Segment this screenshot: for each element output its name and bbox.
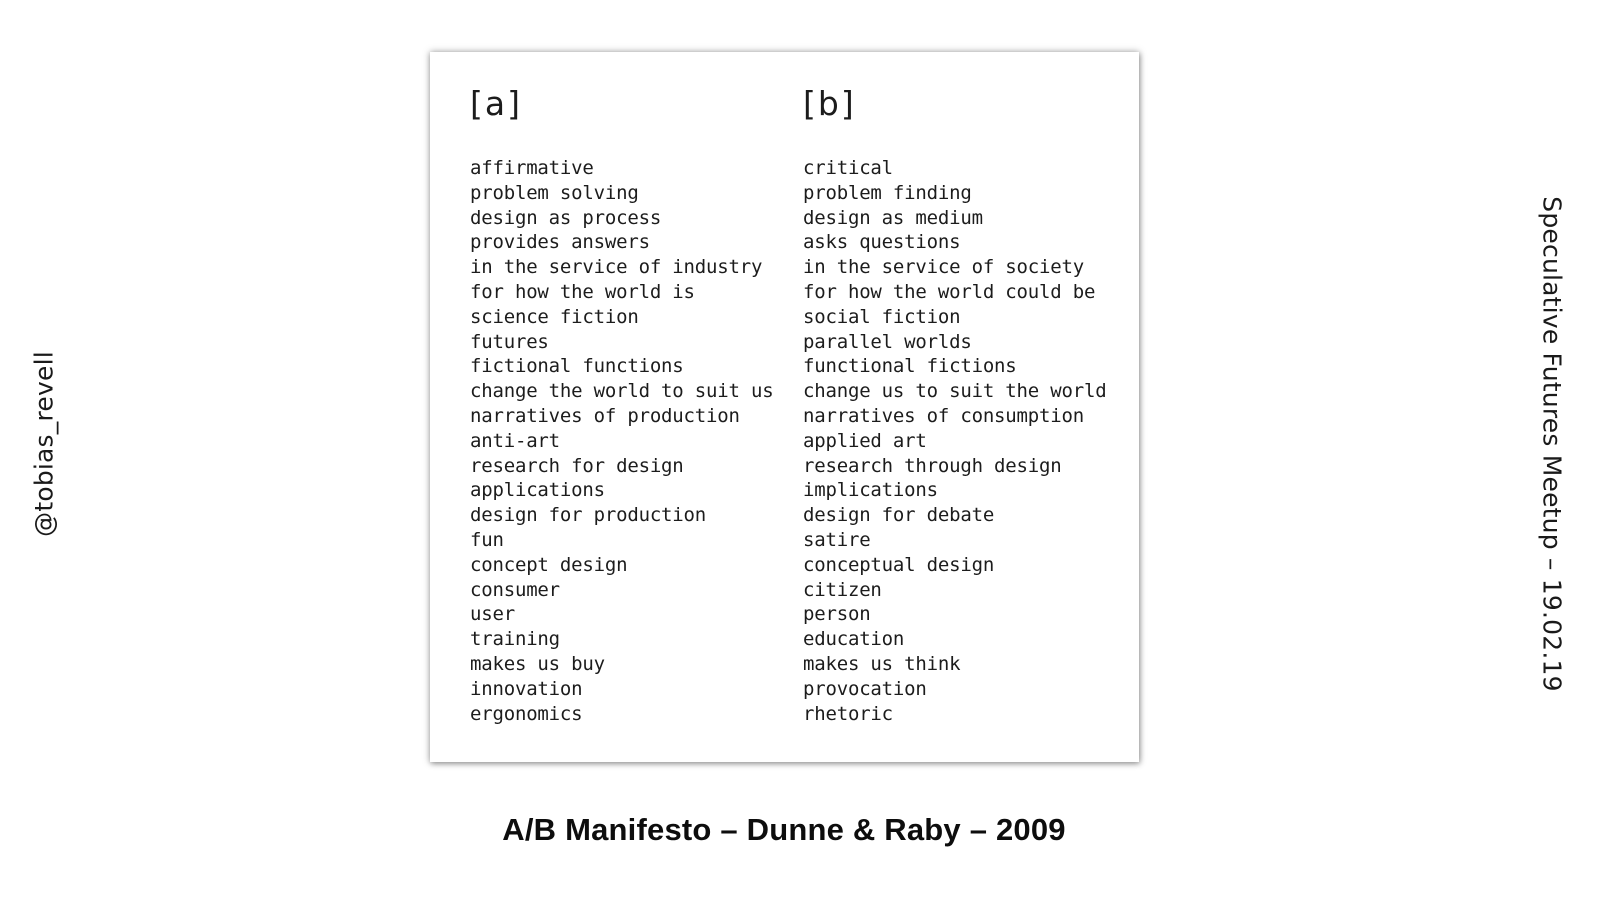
column-a-item: consumer xyxy=(470,578,560,601)
manifesto-card xyxy=(430,52,1139,762)
column-b-item: parallel worlds xyxy=(803,330,972,353)
column-b-item: social fiction xyxy=(803,305,961,328)
column-b-item: research through design xyxy=(803,454,1062,477)
column-a-list xyxy=(470,156,773,726)
column-b-item: asks questions xyxy=(803,231,961,254)
column-b-item: change us to suit the world xyxy=(803,380,1107,403)
column-a-item: concept design xyxy=(470,553,628,576)
column-a-item: design as process xyxy=(470,206,662,229)
column-b-item: critical xyxy=(803,157,893,179)
column-a-item: fun xyxy=(470,528,504,551)
column-b-list xyxy=(803,156,1106,726)
column-a-item: affirmative xyxy=(470,157,594,179)
column-a-item: change the world to suit us xyxy=(470,380,774,403)
column-a-item: problem solving xyxy=(470,181,639,204)
column-b-item: satire xyxy=(803,528,871,551)
column-b-item: for how the world could be xyxy=(803,280,1096,303)
event-label: Speculative Futures Meetup – 19.02.19 xyxy=(1537,196,1567,692)
column-b xyxy=(803,82,1106,726)
column-a-item: training xyxy=(470,628,560,651)
column-a-item: makes us buy xyxy=(470,652,605,675)
column-b-item: conceptual design xyxy=(803,553,995,576)
column-a-item: futures xyxy=(470,330,549,353)
column-b-item: design for debate xyxy=(803,504,995,527)
column-a-item: innovation xyxy=(470,677,583,700)
column-b-item: in the service of society xyxy=(803,256,1084,279)
column-a-item: science fiction xyxy=(470,305,639,328)
column-a-item: user xyxy=(470,603,515,626)
column-b-item: education xyxy=(803,628,905,651)
column-b-item: person xyxy=(803,603,871,626)
column-a-item: narratives of production xyxy=(470,404,740,427)
author-handle: @tobias_revell xyxy=(29,351,59,537)
column-a-item: in the service of industry xyxy=(470,256,763,279)
column-a-item: design for production xyxy=(470,504,707,527)
column-b-item: problem finding xyxy=(803,181,972,204)
column-b-heading: [b] xyxy=(803,84,856,123)
column-a-heading: [a] xyxy=(470,84,522,123)
column-a-item: provides answers xyxy=(470,231,650,254)
column-a-item: for how the world is xyxy=(470,280,695,303)
column-b-item: provocation xyxy=(803,677,927,700)
column-b-item: applied art xyxy=(803,429,927,452)
column-b-item: functional fictions xyxy=(803,355,1017,378)
column-b-item: rhetoric xyxy=(803,702,893,725)
column-a-item: fictional functions xyxy=(470,355,684,378)
column-a xyxy=(470,82,773,726)
slide-caption: A/B Manifesto – Dunne & Raby – 2009 xyxy=(502,812,1066,847)
column-b-item: implications xyxy=(803,479,938,502)
column-b-item: citizen xyxy=(803,578,882,601)
column-a-item: anti-art xyxy=(470,429,560,452)
column-b-item: design as medium xyxy=(803,206,983,229)
column-b-item: makes us think xyxy=(803,652,961,675)
column-a-item: applications xyxy=(470,479,605,502)
column-a-item: research for design xyxy=(470,454,684,477)
column-b-item: narratives of consumption xyxy=(803,404,1084,427)
column-a-item: ergonomics xyxy=(470,702,583,725)
